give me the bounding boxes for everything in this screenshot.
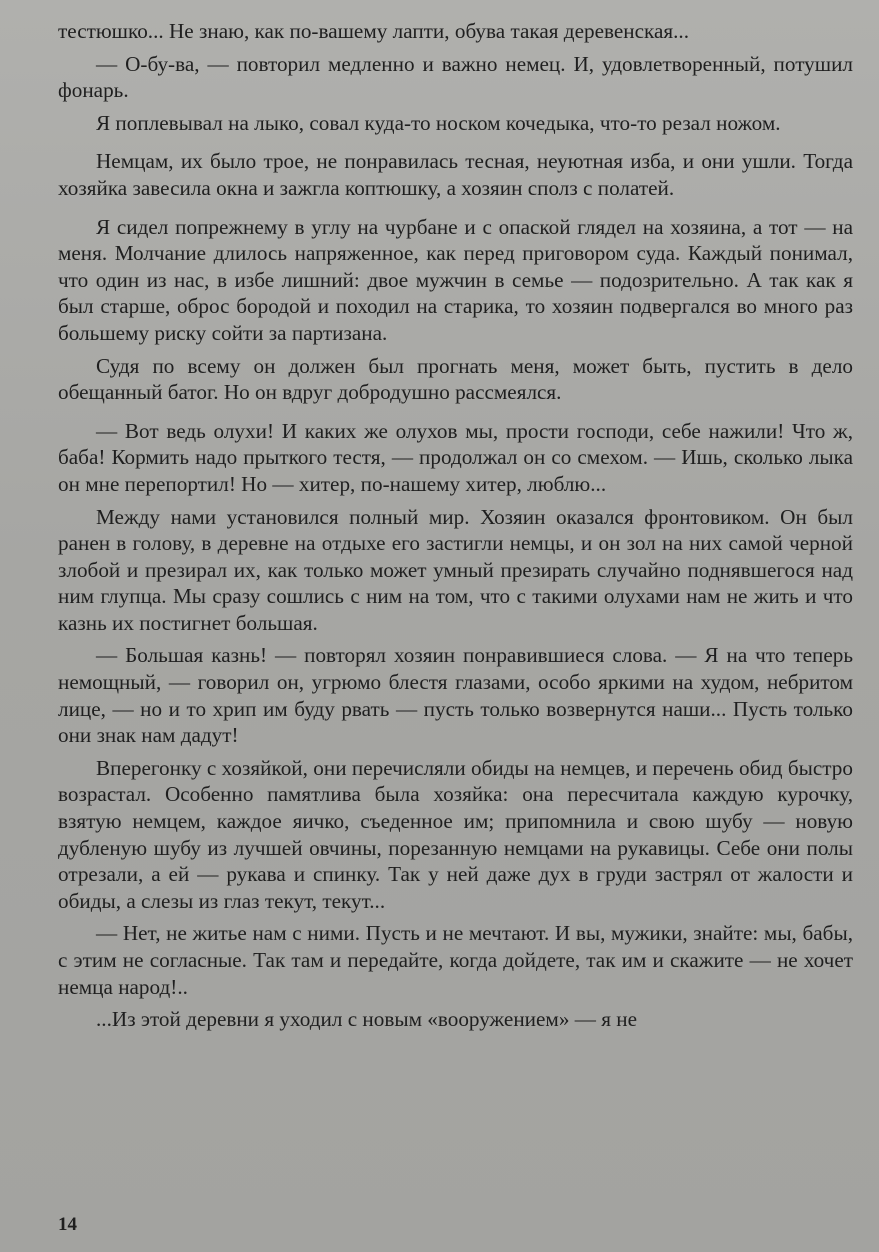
page-text: [58, 18, 853, 1033]
paragraph: тестюшко... Не знаю, как по-вашему лапти, обува такая деревенская...: [58, 19, 690, 43]
paragraph: Между нами установился полный мир. Хозяин оказался фронтовиком. Он был ранен в голову, в деревне на отдыхе его застигли немцы, и он зол на них самой черной злобой и презирал их, как только может умный презирать случайно поднявшегося над ним глупца. Мы сразу сошлись с ним на том, что с такими олухами нам не жить и что казнь их постигнет большая.: [58, 504, 853, 635]
paragraph: — Вот ведь олухи! И каких же олухов мы, прости господи, себе нажили! Что ж, баба! Кормить надо прыткого тестя, — продолжал он со смехом. — Ишь, сколько лыка он мне перепортил! Но — хитер, по-нашему хитер, люблю...: [58, 418, 853, 496]
paragraph: — Нет, не житье нам с ними. Пусть и не мечтают. И вы, мужики, знайте: мы, бабы, с этим не согласные. Так там и передайте, когда дойдете, так им и скажите — не хочет немца народ!..: [58, 921, 853, 999]
page-number: 14: [58, 1214, 77, 1235]
paragraph: — Большая казнь! — повторял хозяин понравившиеся слова. — Я на что теперь немощный, — говорил он, угрюмо блестя глазами, особо яркими на худом, небритом лице, — но и то хрип им буду рвать — пусть только возвернутся наши... Пусть только они знак нам дадут!: [58, 643, 853, 748]
paragraph: Судя по всему он должен был прогнать меня, может быть, пустить в дело обещанный батог. Но он вдруг добродушно рассмеялся.: [58, 353, 853, 405]
paragraph: — О-бу-ва, — повторил медленно и важно немец. И, удовлетворенный, потушил фонарь.: [58, 51, 853, 103]
paragraph: Я сидел попрежнему в углу на чурбане и с опаской глядел на хозяина, а тот — на меня. Молчание длилось напряженное, как перед приговором суда. Каждый понимал, что один из нас, в избе лишний: двое мужчин в семье — подозрительно. А так как я был старше, оброс бородой и походил на старика, то хозяин подвергался во много раз большему риску сойти за партизана.: [58, 214, 853, 345]
paragraph: Вперегонку с хозяйкой, они перечисляли обиды на немцев, и перечень обид быстро возрастал. Особенно памятлива была хозяйка: она пересчитала каждую курочку, взятую немцем, каждое яичко, съеденное им; припомнила и свою шубу — новую дубленую шубу из лучшей овчины, порезанную немцами на рукавицы. Себе они полы отрезали, а ей — рукава и спинку. Так у ней даже дух в груди застрял от жалости и обиды, а слезы из глаз текут, текут...: [58, 755, 853, 913]
paragraph: ...Из этой деревни я уходил с новым «вооружением» — я не: [96, 1007, 637, 1032]
paragraph: Я поплевывал на лыко, совал куда-то носком кочедыка, что-то резал ножом.: [96, 110, 781, 135]
paragraph: Немцам, их было трое, не понравилась тесная, неуютная изба, и они ушли. Тогда хозяйка завесила окна и зажгла коптюшку, а хозяин сполз с полатей.: [58, 149, 853, 200]
